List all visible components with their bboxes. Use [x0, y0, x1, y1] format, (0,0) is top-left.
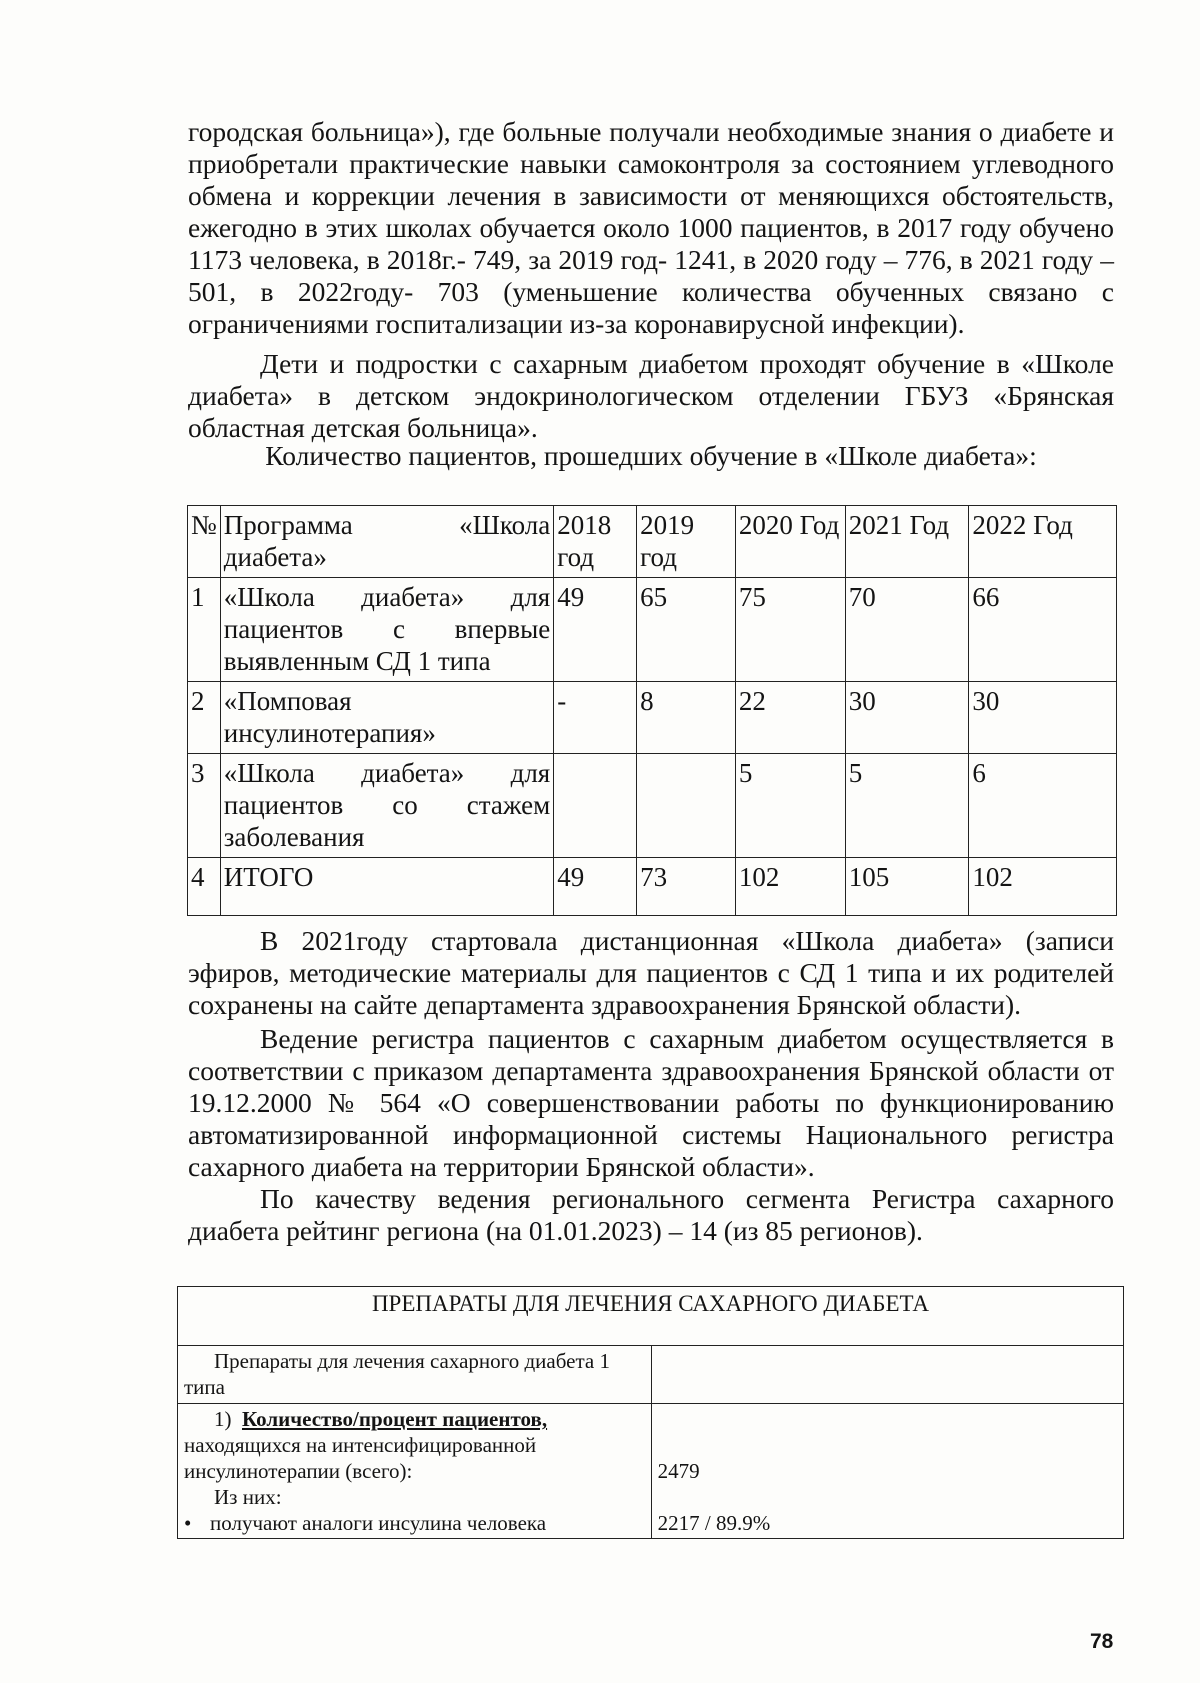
cell-2022: 30	[969, 682, 1117, 754]
paragraph-remote-school: В 2021году стартовала дистанционная «Школа диабета» (записи эфиров, методические материалы для пациентов с СД 1 типа и их родителей сохранены на сайте департамента здравоохранения Брянской области).	[188, 925, 1114, 1020]
cell-2019: 8	[637, 682, 736, 754]
header-2018: 2018 год	[554, 506, 637, 578]
table-header-row	[188, 506, 1117, 578]
bullet-value: 2217 / 89.9%	[657, 1511, 771, 1535]
cell-num: 3	[188, 754, 221, 858]
paragraph-school-stats: городская больница»), где больные получали необходимые знания о диабете и приобретали практические навыки самоконтроля за состоянием углеводного обмена и коррекции лечения в зависимости от меняющихся обстоятельств, ежегодно в этих школах обучается около 1000 пациентов, в 2017 году обучено 1173 человека, в 2018г.- 749, за 2019 год- 1241, в 2020 году – 776, в 2021 году – 501, в 2022году- 703 (уменьшение количества обученных связано с ограничениями госпитализации из-за коронавирусной инфекции).	[188, 116, 1114, 339]
item-rest-text: находящихся на интенсифицированной инсулинотерапии (всего):	[184, 1433, 537, 1483]
paragraph-registry: Ведение регистра пациентов с сахарным диабетом осуществляется в соответствии с приказом департамента здравоохранения Брянской области от 19.12.2000 № 564 «О совершенствовании работы по функционированию автоматизированной информационной системы Национального регистра сахарного диабета на территории Брянской области».	[188, 1023, 1114, 1182]
item-bold-text: Количество/процент пациентов,	[242, 1407, 548, 1431]
table-row-total	[188, 858, 1117, 916]
meds-type1-value	[651, 1346, 1123, 1404]
cell-num: 1	[188, 578, 221, 682]
meds-title-row	[178, 1287, 1124, 1346]
cell-2022: 6	[969, 754, 1117, 858]
cell-2021: 70	[845, 578, 969, 682]
cell-2019: 73	[637, 858, 736, 916]
paragraph-children-school: Дети и подростки с сахарным диабетом проходят обучение в «Школе диабета» в детском эндокринологическом отделении ГБУЗ «Брянская областная детская больница».	[188, 348, 1114, 443]
paragraph-rating: По качеству ведения регионального сегмента Регистра сахарного диабета рейтинг региона (на 01.01.2023) – 14 (из 85 регионов).	[188, 1183, 1114, 1246]
table-row	[178, 1404, 1124, 1539]
cell-num: 2	[188, 682, 221, 754]
table-caption: Количество пациентов, прошедших обучение в «Школе диабета»:	[265, 440, 1037, 471]
table-row	[188, 682, 1117, 754]
bullet-row	[184, 1510, 645, 1536]
cell-2020: 102	[735, 858, 845, 916]
page-number: 78	[1090, 1630, 1114, 1653]
header-2022: 2022 Год	[969, 506, 1117, 578]
sub-heading: Из них:	[214, 1485, 282, 1509]
item-number: 1)	[214, 1407, 232, 1431]
cell-program: «Помповая инсулинотерапия»	[220, 682, 553, 754]
cell-num: 4	[188, 858, 221, 916]
table-row	[178, 1346, 1124, 1404]
header-program: Программа «Школа диабета»	[220, 506, 553, 578]
table-row	[188, 754, 1117, 858]
header-2020: 2020 Год	[735, 506, 845, 578]
cell-2018: -	[554, 682, 637, 754]
bullet-icon: •	[184, 1511, 192, 1535]
header-2019: 2019 год	[637, 506, 736, 578]
meds-intensive-heading	[184, 1406, 645, 1432]
header-2021: 2021 Год	[845, 506, 969, 578]
cell-program: «Школа диабета» для пациентов с впервые выявленным СД 1 типа	[220, 578, 553, 682]
meds-title: ПРЕПАРАТЫ ДЛЯ ЛЕЧЕНИЯ САХАРНОГО ДИАБЕТА	[178, 1287, 1124, 1346]
table-row	[188, 578, 1117, 682]
cell-2021: 30	[845, 682, 969, 754]
cell-2018: 49	[554, 578, 637, 682]
medications-table	[177, 1286, 1124, 1539]
cell-2020: 75	[735, 578, 845, 682]
cell-2020: 5	[735, 754, 845, 858]
cell-2020: 22	[735, 682, 845, 754]
cell-2018	[554, 754, 637, 858]
meds-type1-label: Препараты для лечения сахарного диабета 1 типа	[178, 1346, 652, 1404]
cell-program: «Школа диабета» для пациентов со стажем заболевания	[220, 754, 553, 858]
item-value: 2479	[657, 1459, 700, 1483]
cell-2021: 105	[845, 858, 969, 916]
bullet-label: получают аналоги инсулина человека	[210, 1511, 547, 1535]
cell-program: ИТОГО	[220, 858, 553, 916]
cell-2019	[637, 754, 736, 858]
meds-intensive-values	[651, 1404, 1123, 1539]
cell-2018: 49	[554, 858, 637, 916]
header-num: №	[188, 506, 221, 578]
cell-2019: 65	[637, 578, 736, 682]
meds-intensive-label	[178, 1404, 652, 1539]
school-stats-table	[187, 505, 1117, 916]
cell-2022: 102	[969, 858, 1117, 916]
cell-2021: 5	[845, 754, 969, 858]
cell-2022: 66	[969, 578, 1117, 682]
